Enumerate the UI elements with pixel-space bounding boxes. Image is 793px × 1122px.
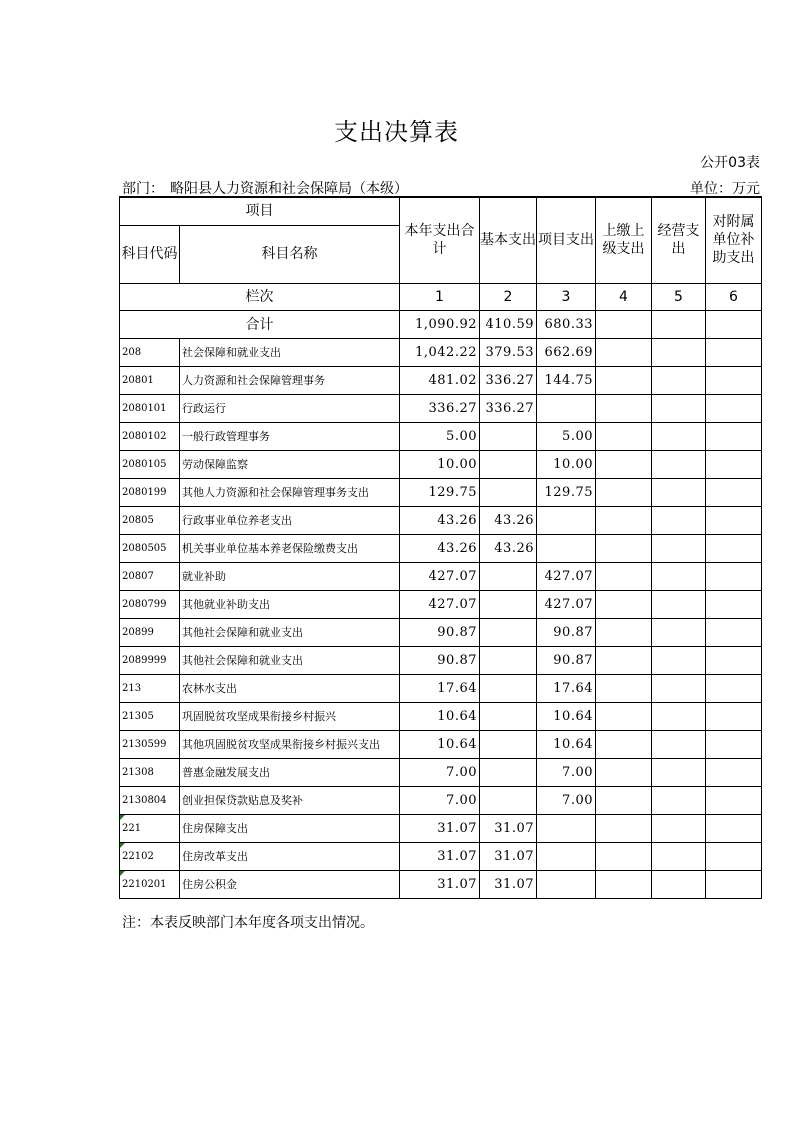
subject-code-cell: 20899 [120, 618, 180, 646]
operating-expenditure-cell [652, 478, 706, 506]
subject-name-cell: 其他社会保障和就业支出 [180, 646, 400, 674]
upper-remittance-cell [596, 618, 652, 646]
project-expenditure-cell: 90.87 [537, 646, 596, 674]
subject-code-cell: 208 [120, 338, 180, 366]
project-expenditure-cell: 144.75 [537, 366, 596, 394]
operating-expenditure-cell [652, 730, 706, 758]
subject-name-cell: 住房改革支出 [180, 842, 400, 870]
upper-remittance-cell [596, 842, 652, 870]
total-value: 410.59 [480, 310, 537, 338]
basic-expenditure-cell [480, 590, 537, 618]
empty-cell [596, 310, 652, 338]
total-value: 680.33 [537, 310, 596, 338]
project-expenditure-cell [537, 870, 596, 898]
subject-code-cell: 22102 [120, 842, 180, 870]
basic-expenditure-cell [480, 618, 537, 646]
total-expenditure-cell: 10.64 [400, 702, 480, 730]
basic-expenditure-cell: 31.07 [480, 870, 537, 898]
table-row [120, 758, 762, 786]
operating-expenditure-cell [652, 758, 706, 786]
basic-expenditure-cell [480, 786, 537, 814]
basic-expenditure-cell: 43.26 [480, 506, 537, 534]
project-expenditure-cell: 7.00 [537, 786, 596, 814]
lanci-number: 4 [596, 283, 652, 310]
subject-name-cell: 住房保障支出 [180, 814, 400, 842]
project-expenditure-cell: 10.00 [537, 450, 596, 478]
page-title: 支出决算表 [334, 118, 459, 146]
subject-name-cell: 其他就业补助支出 [180, 590, 400, 618]
upper-remittance-cell [596, 870, 652, 898]
basic-expenditure-cell [480, 450, 537, 478]
operating-expenditure-cell [652, 842, 706, 870]
subject-code-cell: 2210201 [120, 870, 180, 898]
subject-code-cell: 20807 [120, 562, 180, 590]
total-expenditure-cell: 129.75 [400, 478, 480, 506]
unit-label: 单位：万元 [690, 181, 760, 197]
empty-cell [706, 310, 762, 338]
subject-name-cell: 巩固脱贫攻坚成果衔接乡村振兴 [180, 702, 400, 730]
subject-code-cell: 20805 [120, 506, 180, 534]
subsidy-expenditure-cell [706, 534, 762, 562]
project-expenditure-cell [537, 534, 596, 562]
table-row [120, 422, 762, 450]
basic-expenditure-cell: 379.53 [480, 338, 537, 366]
total-expenditure-cell: 31.07 [400, 870, 480, 898]
operating-expenditure-cell [652, 674, 706, 702]
lanci-number: 3 [537, 283, 596, 310]
total-expenditure-cell: 481.02 [400, 366, 480, 394]
basic-expenditure-cell [480, 674, 537, 702]
operating-expenditure-cell [652, 786, 706, 814]
department-line [122, 178, 414, 198]
upper-remittance-cell [596, 646, 652, 674]
upper-remittance-cell [596, 394, 652, 422]
project-expenditure-cell [537, 814, 596, 842]
lanci-label: 栏次 [120, 283, 400, 310]
operating-expenditure-cell [652, 534, 706, 562]
subsidy-expenditure-cell [706, 366, 762, 394]
operating-expenditure-cell [652, 814, 706, 842]
subject-code-cell: 221 [120, 814, 180, 842]
subject-name-cell: 机关事业单位基本养老保险缴费支出 [180, 534, 400, 562]
subsidy-expenditure-cell [706, 758, 762, 786]
project-expenditure-cell: 17.64 [537, 674, 596, 702]
upper-remittance-cell [596, 562, 652, 590]
project-expenditure-cell: 7.00 [537, 758, 596, 786]
table-row [120, 646, 762, 674]
project-expenditure-cell: 90.87 [537, 618, 596, 646]
subject-name-cell: 社会保障和就业支出 [180, 338, 400, 366]
lanci-number: 6 [706, 283, 762, 310]
operating-expenditure-cell [652, 366, 706, 394]
upper-remittance-cell [596, 814, 652, 842]
subject-name-cell: 一般行政管理事务 [180, 422, 400, 450]
total-expenditure-cell: 1,042.22 [400, 338, 480, 366]
header-subject-code: 科目代码 [120, 225, 180, 283]
upper-remittance-cell [596, 758, 652, 786]
basic-expenditure-cell [480, 758, 537, 786]
total-expenditure-cell: 5.00 [400, 422, 480, 450]
subject-name-cell: 就业补助 [180, 562, 400, 590]
total-expenditure-cell: 427.07 [400, 590, 480, 618]
basic-expenditure-cell: 336.27 [480, 394, 537, 422]
subject-name-cell: 其他社会保障和就业支出 [180, 618, 400, 646]
table-row [120, 478, 762, 506]
upper-remittance-cell [596, 450, 652, 478]
project-expenditure-cell: 129.75 [537, 478, 596, 506]
lanci-number: 1 [400, 283, 480, 310]
basic-expenditure-cell: 336.27 [480, 366, 537, 394]
table-row [120, 366, 762, 394]
total-expenditure-cell: 31.07 [400, 814, 480, 842]
subject-code-cell: 21308 [120, 758, 180, 786]
subject-code-cell: 2130599 [120, 730, 180, 758]
subsidy-expenditure-cell [706, 702, 762, 730]
basic-expenditure-cell [480, 562, 537, 590]
subject-code-cell: 20801 [120, 366, 180, 394]
operating-expenditure-cell [652, 618, 706, 646]
subject-code-cell: 21305 [120, 702, 180, 730]
upper-remittance-cell [596, 478, 652, 506]
subject-code-cell: 2080105 [120, 450, 180, 478]
subsidy-expenditure-cell [706, 814, 762, 842]
subsidy-expenditure-cell [706, 674, 762, 702]
expenditure-table [119, 196, 762, 899]
upper-remittance-cell [596, 422, 652, 450]
table-row [120, 702, 762, 730]
total-expenditure-cell: 17.64 [400, 674, 480, 702]
table-row [120, 674, 762, 702]
operating-expenditure-cell [652, 506, 706, 534]
form-number: 公开03表 [700, 155, 760, 171]
upper-remittance-cell [596, 674, 652, 702]
total-expenditure-cell: 10.00 [400, 450, 480, 478]
upper-remittance-cell [596, 366, 652, 394]
project-expenditure-cell [537, 842, 596, 870]
operating-expenditure-cell [652, 422, 706, 450]
table-row [120, 870, 762, 898]
upper-remittance-cell [596, 506, 652, 534]
subject-name-cell: 行政事业单位养老支出 [180, 506, 400, 534]
project-expenditure-cell [537, 506, 596, 534]
header-operating-expenditure: 经营支出 [652, 197, 706, 283]
subsidy-expenditure-cell [706, 506, 762, 534]
upper-remittance-cell [596, 702, 652, 730]
operating-expenditure-cell [652, 870, 706, 898]
header-basic-expenditure: 基本支出 [480, 197, 537, 283]
operating-expenditure-cell [652, 646, 706, 674]
table-row [120, 562, 762, 590]
basic-expenditure-cell [480, 422, 537, 450]
subsidy-expenditure-cell [706, 786, 762, 814]
table-row [120, 506, 762, 534]
total-expenditure-cell: 90.87 [400, 646, 480, 674]
basic-expenditure-cell [480, 702, 537, 730]
operating-expenditure-cell [652, 702, 706, 730]
table-row [120, 338, 762, 366]
subsidy-expenditure-cell [706, 422, 762, 450]
subsidy-expenditure-cell [706, 478, 762, 506]
project-expenditure-cell [537, 394, 596, 422]
upper-remittance-cell [596, 338, 652, 366]
empty-cell [652, 310, 706, 338]
project-expenditure-cell: 10.64 [537, 730, 596, 758]
total-expenditure-cell: 90.87 [400, 618, 480, 646]
operating-expenditure-cell [652, 394, 706, 422]
total-expenditure-cell: 43.26 [400, 534, 480, 562]
operating-expenditure-cell [652, 450, 706, 478]
subject-code-cell: 213 [120, 674, 180, 702]
subsidy-expenditure-cell [706, 450, 762, 478]
table-row [120, 618, 762, 646]
table-row [120, 534, 762, 562]
table-row [120, 786, 762, 814]
subject-name-cell: 行政运行 [180, 394, 400, 422]
subsidy-expenditure-cell [706, 842, 762, 870]
project-expenditure-cell: 662.69 [537, 338, 596, 366]
subject-code-cell: 2080199 [120, 478, 180, 506]
basic-expenditure-cell: 31.07 [480, 814, 537, 842]
total-value: 1,090.92 [400, 310, 480, 338]
header-subsidy-expenditure: 对附属单位补助支出 [706, 197, 762, 283]
subsidy-expenditure-cell [706, 646, 762, 674]
department-label: 部门： [122, 181, 164, 197]
total-expenditure-cell: 31.07 [400, 842, 480, 870]
subsidy-expenditure-cell [706, 870, 762, 898]
basic-expenditure-cell [480, 730, 537, 758]
table-row [120, 730, 762, 758]
subsidy-expenditure-cell [706, 338, 762, 366]
subject-name-cell: 普惠金融发展支出 [180, 758, 400, 786]
table-row [120, 590, 762, 618]
total-expenditure-cell: 43.26 [400, 506, 480, 534]
subject-name-cell: 住房公积金 [180, 870, 400, 898]
total-label: 合计 [120, 310, 400, 338]
subject-name-cell: 农林水支出 [180, 674, 400, 702]
project-expenditure-cell: 427.07 [537, 562, 596, 590]
basic-expenditure-cell [480, 478, 537, 506]
header-total-expenditure: 本年支出合计 [400, 197, 480, 283]
subject-name-cell: 创业担保贷款贴息及奖补 [180, 786, 400, 814]
header-subject-name: 科目名称 [180, 225, 400, 283]
subject-code-cell: 2080799 [120, 590, 180, 618]
basic-expenditure-cell: 43.26 [480, 534, 537, 562]
subject-code-cell: 2080102 [120, 422, 180, 450]
header-project-expenditure: 项目支出 [537, 197, 596, 283]
basic-expenditure-cell [480, 646, 537, 674]
subject-name-cell: 人力资源和社会保障管理事务 [180, 366, 400, 394]
table-row [120, 394, 762, 422]
total-expenditure-cell: 7.00 [400, 786, 480, 814]
subject-code-cell: 2089999 [120, 646, 180, 674]
subject-name-cell: 其他人力资源和社会保障管理事务支出 [180, 478, 400, 506]
subsidy-expenditure-cell [706, 730, 762, 758]
upper-remittance-cell [596, 590, 652, 618]
total-expenditure-cell: 7.00 [400, 758, 480, 786]
lanci-number: 2 [480, 283, 537, 310]
upper-remittance-cell [596, 730, 652, 758]
subsidy-expenditure-cell [706, 590, 762, 618]
operating-expenditure-cell [652, 562, 706, 590]
table-row [120, 842, 762, 870]
lanci-number: 5 [652, 283, 706, 310]
total-expenditure-cell: 427.07 [400, 562, 480, 590]
header-project: 项目 [120, 197, 400, 225]
subject-code-cell: 2130804 [120, 786, 180, 814]
basic-expenditure-cell: 31.07 [480, 842, 537, 870]
upper-remittance-cell [596, 786, 652, 814]
table-row [120, 814, 762, 842]
header-upper-remittance: 上缴上级支出 [596, 197, 652, 283]
subject-name-cell: 其他巩固脱贫攻坚成果衔接乡村振兴支出 [180, 730, 400, 758]
department-name: 略阳县人力资源和社会保障局（本级） [170, 181, 408, 197]
table-note: 注：本表反映部门本年度各项支出情况。 [122, 915, 374, 931]
subject-name-cell: 劳动保障监察 [180, 450, 400, 478]
total-expenditure-cell: 10.64 [400, 730, 480, 758]
operating-expenditure-cell [652, 338, 706, 366]
operating-expenditure-cell [652, 590, 706, 618]
subsidy-expenditure-cell [706, 394, 762, 422]
subsidy-expenditure-cell [706, 562, 762, 590]
total-expenditure-cell: 336.27 [400, 394, 480, 422]
project-expenditure-cell: 5.00 [537, 422, 596, 450]
project-expenditure-cell: 10.64 [537, 702, 596, 730]
table-row [120, 450, 762, 478]
subject-code-cell: 2080101 [120, 394, 180, 422]
subsidy-expenditure-cell [706, 618, 762, 646]
upper-remittance-cell [596, 534, 652, 562]
project-expenditure-cell: 427.07 [537, 590, 596, 618]
subject-code-cell: 2080505 [120, 534, 180, 562]
